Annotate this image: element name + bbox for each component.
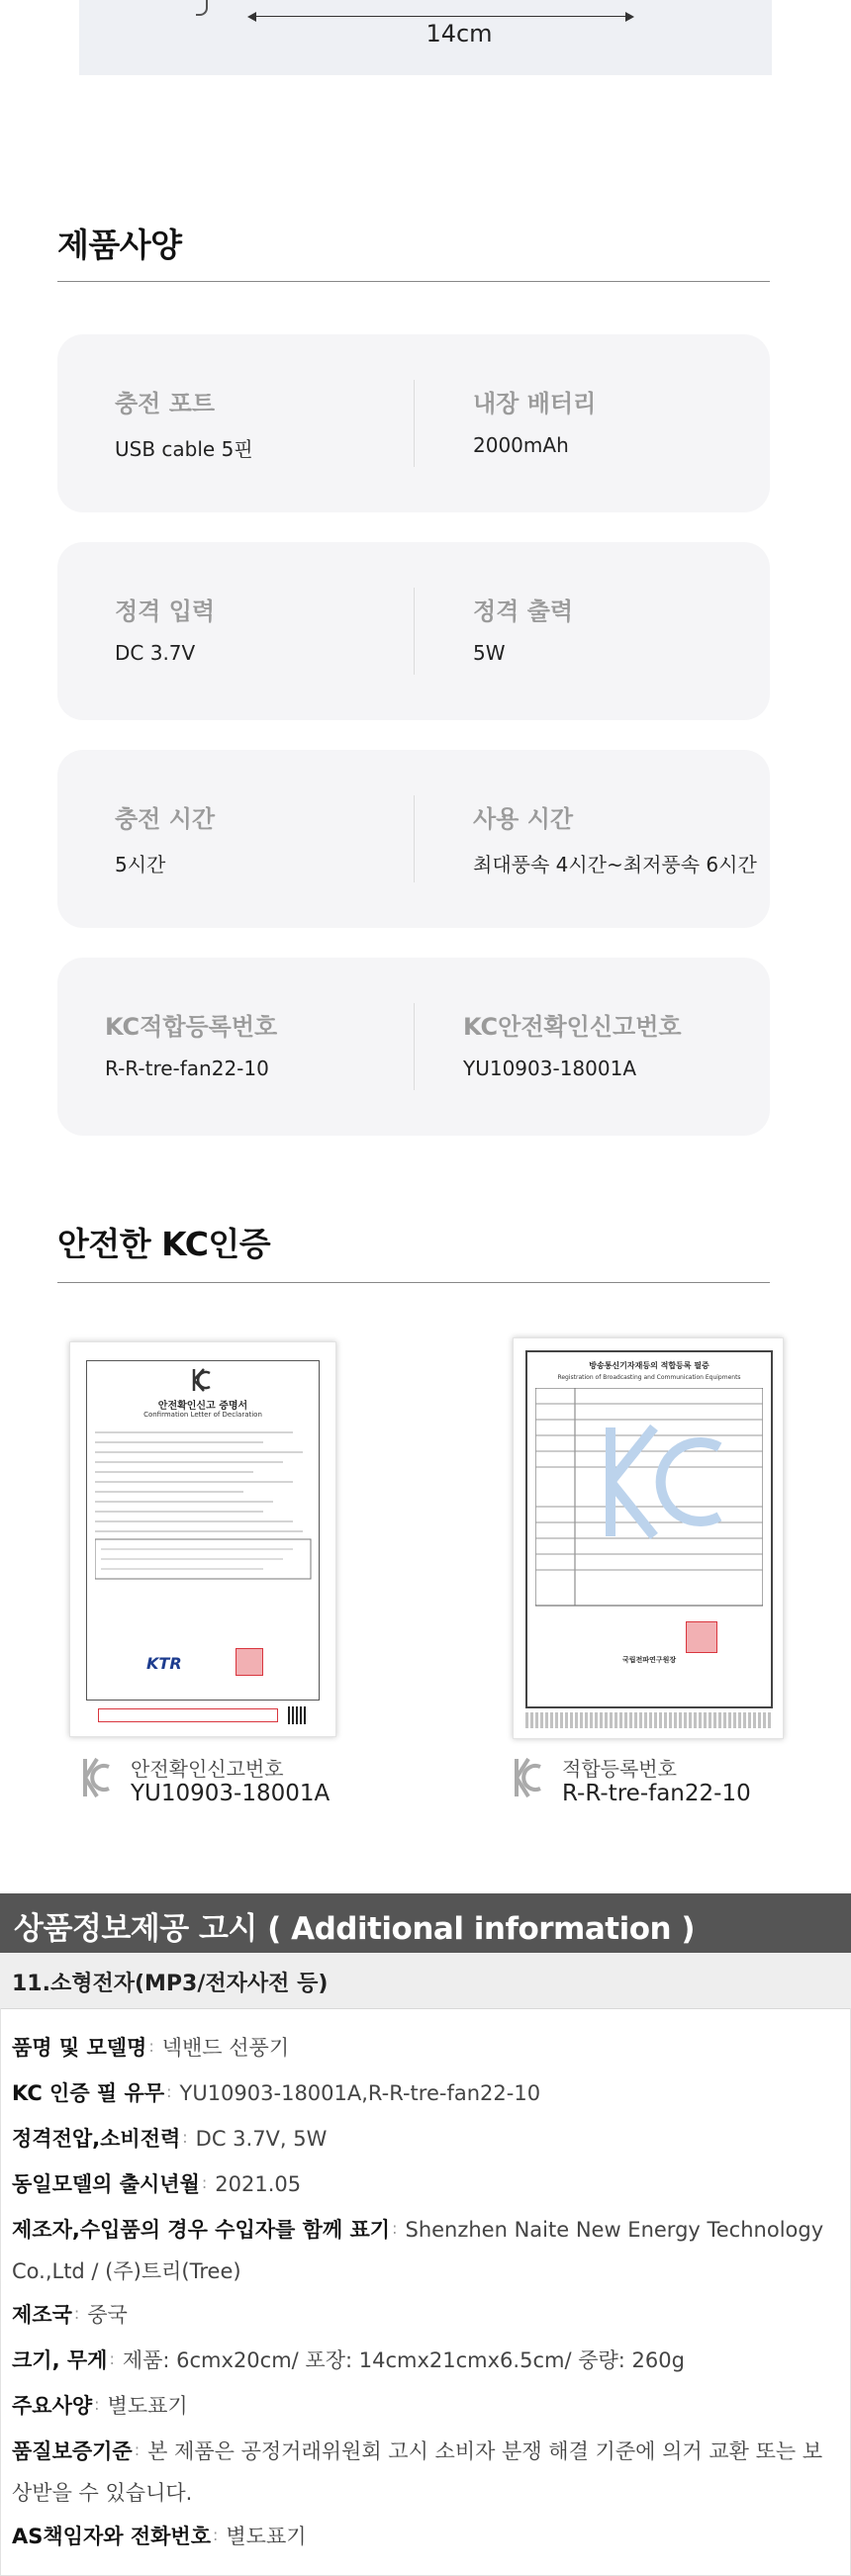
card-divider [414, 1003, 415, 1090]
info-row-value: 넥밴드 선풍기 [161, 2036, 290, 2060]
info-header-title: 상품정보제공 고시 ( Additional information ) [14, 1911, 696, 1947]
info-row-separator: : [94, 2395, 100, 2414]
barcode-strip [525, 1712, 771, 1728]
spec-key: 정격 입력 [115, 598, 216, 625]
spec-value: USB cable 5핀 [115, 437, 253, 461]
info-category [0, 1953, 851, 2009]
kc-divider [57, 1282, 770, 1283]
qr-code-icon [288, 1706, 306, 1724]
dimension-line [249, 16, 629, 17]
certificate-subtitle: Registration of Broadcasting and Communication Equipments [557, 1374, 741, 1381]
product-edge-graphic [196, 0, 208, 16]
info-row-value: 본 제품은 공정거래위원회 고시 소비자 분쟁 해결 기준에 의거 교환 또는 보상받을 수 있습니다. [12, 2439, 823, 2505]
info-row-label: 품질보증기준 [12, 2439, 133, 2463]
dimension-label: 14cm [426, 20, 493, 47]
info-row [12, 2341, 839, 2382]
issuer-name: 국립전파연구원장 [622, 1656, 677, 1664]
spec-value: YU10903-18001A [463, 1057, 636, 1080]
certificate-title: 방송통신기자재등의 적합등록 필증 [589, 1361, 709, 1370]
info-row-label: AS책임자와 전화번호 [12, 2525, 211, 2548]
spec-key: 충전 시간 [115, 805, 216, 833]
info-row-separator: : [392, 2219, 398, 2238]
info-header [0, 1893, 851, 1953]
kc-mark-icon [513, 1755, 542, 1800]
info-row-label: KC 인증 필 유무 [12, 2081, 165, 2105]
info-row-separator: : [166, 2082, 172, 2101]
ktr-logo: KTR [146, 1654, 182, 1673]
info-row-separator: : [134, 2440, 141, 2459]
info-row [12, 2164, 839, 2206]
spec-key: KC적합등록번호 [105, 1013, 278, 1041]
spec-value: 최대풍속 4시간~최저풍속 6시간 [473, 853, 757, 876]
spec-value: R-R-tre-fan22-10 [105, 1057, 269, 1080]
info-row [12, 2119, 839, 2161]
spec-value: DC 3.7V [115, 641, 196, 665]
safety-cert-number: YU10903-18001A [131, 1781, 331, 1806]
info-row-label: 정격전압,소비전력 [12, 2127, 181, 2151]
card-divider [414, 380, 415, 467]
spec-value: 2000mAh [473, 433, 569, 457]
info-row-separator: : [212, 2526, 219, 2544]
info-row [12, 2386, 839, 2428]
safety-cert-caption: 안전확인신고번호 [131, 1757, 284, 1781]
info-row [12, 2028, 839, 2070]
info-row-value: 별도표기 [107, 2394, 188, 2418]
info-row-label: 크기, 무게 [12, 2348, 108, 2372]
spec-card-charging-port [57, 334, 770, 512]
certificate-frame [86, 1360, 320, 1701]
spec-card-rated-input [57, 542, 770, 720]
spec-key: 사용 시간 [473, 805, 574, 833]
certificate-text-lines [95, 1426, 313, 1585]
spec-value: 5W [473, 641, 506, 665]
info-row-value: 별도표기 [226, 2525, 307, 2548]
card-divider [414, 588, 415, 675]
kc-title: 안전한 KC인증 [57, 1225, 271, 1263]
info-row [12, 2210, 839, 2291]
info-row-label: 제조국 [12, 2303, 72, 2327]
kc-mark-icon [81, 1755, 111, 1800]
spec-key: 내장 배터리 [473, 390, 597, 417]
info-row-separator: : [109, 2349, 115, 2368]
info-row [12, 2517, 839, 2558]
spec-value: 5시간 [115, 853, 166, 876]
info-row [12, 2295, 839, 2337]
certificate-title: 안전확인신고 증명서 [157, 1401, 248, 1412]
info-row-separator: : [201, 2173, 208, 2192]
spec-key: KC안전확인신고번호 [463, 1013, 682, 1041]
info-row [12, 2073, 839, 2115]
card-divider [414, 795, 415, 882]
official-stamp-icon [686, 1621, 717, 1653]
certificate-subtitle: Confirmation Letter of Declaration [143, 1411, 262, 1419]
spec-card-charging-time [57, 750, 770, 928]
registration-cert-caption: 적합등록번호 [562, 1757, 677, 1781]
info-row-value: 중국 [87, 2303, 128, 2327]
info-row-value: DC 3.7V, 5W [195, 2127, 328, 2151]
info-row-value: 제품: 6cmx20cm/ 포장: 14cmx21cmx6.5cm/ 중량: 260g [122, 2348, 685, 2372]
spec-card-kc-numbers [57, 958, 770, 1136]
info-row-separator: : [148, 2037, 154, 2056]
info-category-label: 11.소형전자(MP3/전자사전 등) [12, 1972, 329, 1996]
specs-divider [57, 281, 770, 282]
certificate-frame [525, 1350, 773, 1708]
info-row-value: 2021.05 [215, 2172, 302, 2196]
registration-cert-number: R-R-tre-fan22-10 [562, 1781, 751, 1806]
info-row-separator: : [73, 2304, 80, 2323]
specs-title: 제품사양 [57, 226, 182, 264]
certificate-table [535, 1388, 763, 1615]
info-row [12, 2432, 839, 2513]
info-row-separator: : [182, 2128, 188, 2147]
spec-key: 충전 포트 [115, 390, 216, 417]
info-row-label: 제조자,수입품의 경우 수입자를 함께 표기 [12, 2218, 391, 2242]
arrow-right-icon [625, 12, 634, 22]
info-row-label: 동일모델의 출시년월 [12, 2172, 200, 2196]
safety-certificate-image [69, 1341, 336, 1737]
registration-certificate-image [513, 1337, 784, 1739]
certificate-footer-box [98, 1708, 278, 1722]
kc-logo-icon [192, 1367, 212, 1393]
info-row-label: 품명 및 모델명 [12, 2036, 147, 2060]
dimension-image [79, 0, 772, 75]
spec-key: 정격 출력 [473, 598, 574, 625]
info-row-value: YU10903-18001A,R-R-tre-fan22-10 [179, 2081, 541, 2105]
arrow-left-icon [247, 12, 256, 22]
info-row-value: Shenzhen Naite New Energy Technology Co.,Ltd / (주)트리(Tree) [12, 2218, 824, 2283]
official-stamp-icon [236, 1648, 263, 1676]
info-row-label: 주요사양 [12, 2394, 93, 2418]
